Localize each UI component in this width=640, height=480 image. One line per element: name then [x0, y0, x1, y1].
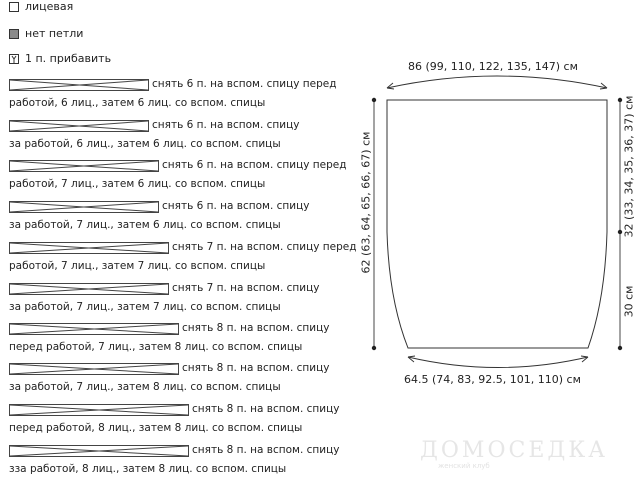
cable-instruction-line2: работой, 7 лиц., затем 6 лиц. со вспом. спицы [9, 178, 266, 190]
top-width-label: 86 (99, 110, 122, 135, 147) см [408, 60, 578, 73]
legend-knit-label: лицевая [25, 0, 74, 13]
cable-instruction-line2: перед работой, 8 лиц., затем 8 лиц. со вспом. спицы [9, 422, 303, 434]
lower-length-label: 30 см [622, 285, 636, 318]
cable-instruction-line2: за работой, 7 лиц., затем 8 лиц. со вспом. спицы [9, 381, 281, 393]
bottom-width-label: 64.5 (74, 83, 92.5, 101, 110) см [404, 373, 581, 386]
cable-instruction-line1: снять 6 п. на вспом. спицу [152, 119, 300, 131]
cable-instruction-line2: работой, 6 лиц., затем 6 лиц. со вспом. спицы [9, 97, 266, 109]
top-width-arrow-right-head [600, 83, 607, 89]
watermark-subtitle: женский клуб [438, 462, 490, 470]
bottom-width-arrow-left-head [408, 356, 415, 362]
cable-instruction-line1: снять 6 п. на вспом. спицу [162, 200, 310, 212]
cable-instruction-line1: снять 8 п. на вспом. спицу [192, 444, 340, 456]
total-length-label: 62 (63, 64, 65, 66, 67) см [359, 131, 373, 274]
cable-instruction-line2: зза работой, 8 лиц., затем 8 лиц. со вспом. спицы [9, 463, 287, 475]
cable-instruction-line2: за работой, 7 лиц., затем 6 лиц. со вспом. спицы [9, 219, 281, 231]
cable-instruction-line1: снять 8 п. на вспом. спицу [182, 322, 330, 334]
total-length-top-dot [372, 98, 376, 102]
total-length-bottom-dot [372, 346, 376, 350]
bottom-width-arrow [408, 357, 588, 368]
cable-instruction-line2: работой, 7 лиц., затем 7 лиц. со вспом. спицы [9, 260, 266, 272]
cable-instruction-line1: снять 8 п. на вспом. спицу [192, 403, 340, 415]
legend-no-stitch-label: нет петли [25, 27, 84, 40]
cable-instruction-line2: за работой, 6 лиц., затем 6 лиц. со вспом. спицы [9, 138, 281, 150]
cable-instruction-line1: снять 6 п. на вспом. спицу перед [152, 78, 337, 90]
upper-length-label: 32 (33, 34, 35, 36, 37) см [622, 95, 636, 238]
cable-instruction-line1: снять 7 п. на вспом. спицу перед [172, 241, 357, 253]
cable-instruction-line2: за работой, 7 лиц., затем 7 лиц. со вспом. спицы [9, 301, 281, 313]
top-width-arrow-left-head [387, 83, 394, 89]
bottom-width-arrow-right-head [581, 356, 588, 362]
cable-instruction-line1: снять 8 п. на вспом. спицу [182, 362, 330, 374]
cable-instruction-line2: перед работой, 7 лиц., затем 8 лиц. со вспом. спицы [9, 341, 303, 353]
lower-length-bottom-dot [618, 346, 622, 350]
top-width-arrow [387, 76, 607, 88]
cable-instruction-line1: снять 7 п. на вспом. спицу [172, 282, 320, 294]
body-outline [387, 100, 607, 348]
watermark-logo: ДОМОСЕДКА [420, 438, 608, 463]
cable-instruction-line1: снять 6 п. на вспом. спицу перед [162, 159, 347, 171]
legend-increase-label: 1 п. прибавить [25, 52, 112, 65]
